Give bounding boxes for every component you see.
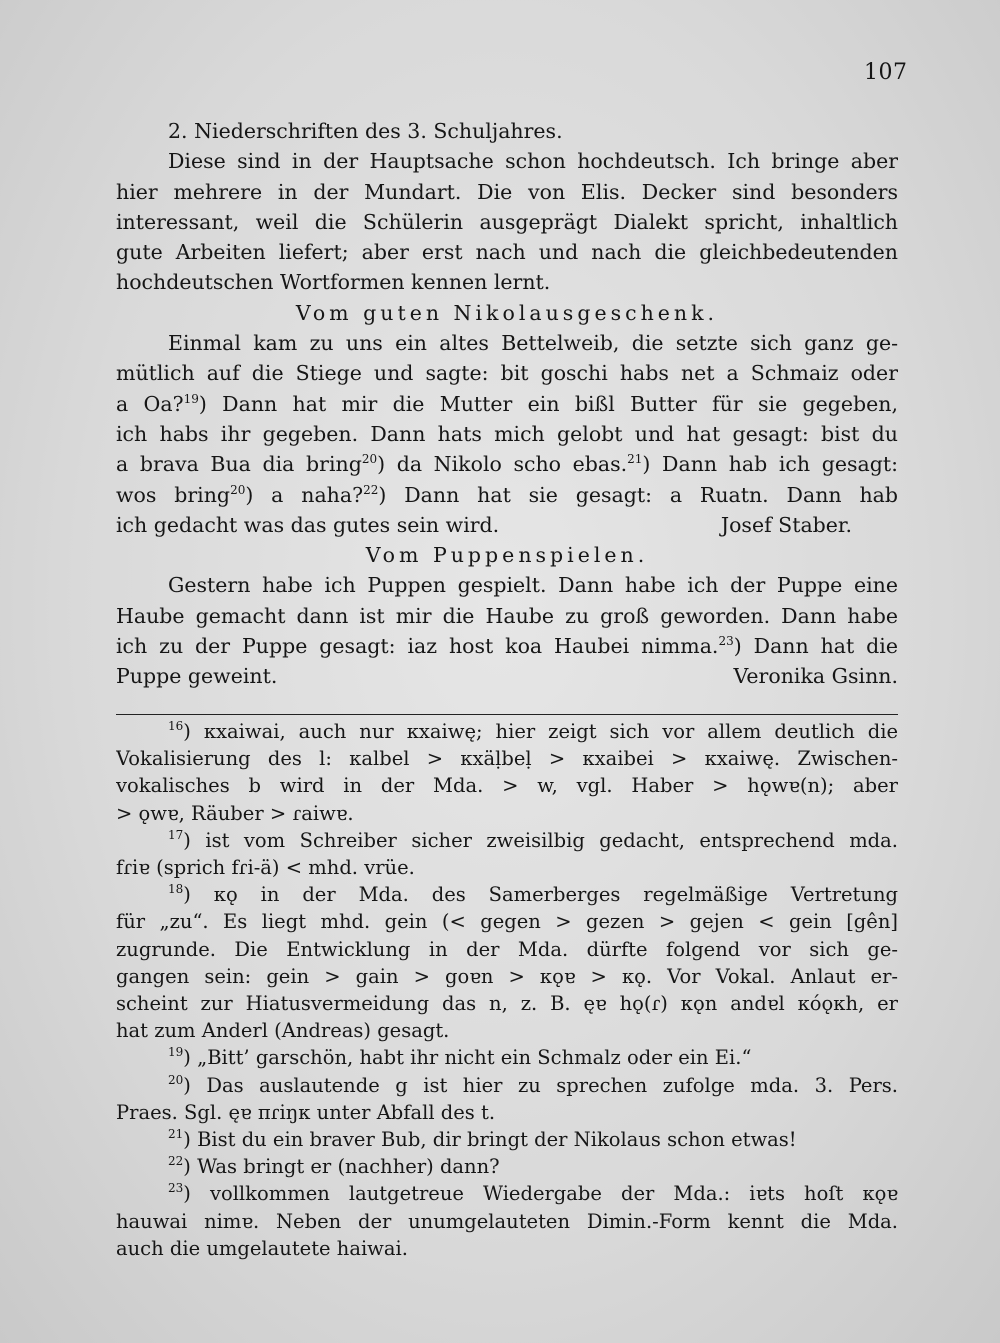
signature: Veronika Gsinn. [733,664,898,689]
footnote-ref: 20 [230,482,246,497]
footnote-line: $^{20}$) Das auslautende g ist hier zu sprechen zufolge mda. 3. Pers. [168,1072,898,1097]
footnote-line: fɾiɐ (sprich fɾi-ä) < mhd. vrüe. [116,856,415,880]
footnote-ref: 20 [361,452,378,467]
paragraph-line: gute Arbeiten liefert; aber erst nach und nach die gleichbedeutenden [116,240,898,265]
story-line: Haube gemacht dann ist mir die Haube zu groß geworden. Dann habe [116,603,898,628]
story-line: Gestern habe ich Puppen gespielt. Dann habe ich der Puppe eine [168,573,898,598]
story-line: Puppe geweint. Veronika Gsinn. [116,661,898,691]
story-line: mütlich auf die Stiege und sagte: bit goschi habs net a Schmaiz oder [116,361,898,386]
footnote-line: vokalisches b wird in der Mda. > w, vgl. Haber > hǫwɐ(n); aber [116,774,898,798]
section-heading: 2. Niederschriften des 3. Schuljahres. [168,119,563,143]
footnotes [116,718,898,1262]
footnote-ref: 23 [718,634,734,649]
footnote-line: hauwai nimɐ. Neben der unumgelauteten Dimin.-Form kennt die Mda. [116,1209,898,1233]
story-line: ich gedacht was das gutes sein wird. Josef Staber. [116,510,898,540]
story-line: ich habs ihr gegeben. Dann hats mich gelobt und hat gesagt: bist du [116,421,898,446]
story-line: a Oa?$^{19}$) Dann hat mir die Mutter ein bißl Butter für sie gegeben, [116,391,898,416]
footnote-line: $^{18}$) κǫ in der Mda. des Samerberges regelmäßige Vertretung [168,882,898,907]
footnote-line: für „zu“. Es liegt mhd. gein (< gegen > gezen > gejen < gein [gên] [116,910,898,934]
footnote-ref: 22 [363,482,379,497]
paragraph-line: interessant, weil die Schülerin ausgeprägt Dialekt spricht, inhaltlich [116,209,898,234]
story-line: wos bring$^{20}$) a naha?$^{22}$) Dann hat sie gesagt: a Ruatn. Dann hab [116,482,898,507]
footnote-line: > ǫwɐ, Räuber > ɾaiwɐ. [116,801,354,825]
footnote-ref: 21 [627,452,643,467]
paragraph-line: Diese sind in der Hauptsache schon hochdeutsch. Ich bringe aber [168,149,898,174]
story-title: Vom guten Nikolausgeschenk. [295,300,719,325]
footnote-line: $^{16}$) κxaiwai, auch nur κxaiwę; hier zeigt sich vor allem deutlich die [168,719,898,743]
story-title: Vom Puppenspielen. [365,543,649,568]
footnote-line: $^{22}$) Was bringt er (nachher) dann? [168,1154,500,1179]
footnote-line: hat zum Anderl (Andreas) gesagt. [116,1019,450,1043]
story-line: ich zu der Puppe gesagt: iaz host koa Haubei nimma.$^{23}$) Dann hat die [116,634,898,659]
footnote-line: $^{17}$) ist vom Schreiber sicher zweisilbig gedacht, entsprechend mda. [168,827,898,852]
story-line: a brava Bua dia bring$^{20}$) da Nikolo scho ebas.$^{21}$) Dann hab ich gesagt: [116,452,898,477]
footnote-line: Vokalisierung des l: κalbel > κxäḷbeḷ > κxaibei > κxaiwę. Zwischen- [116,747,898,771]
footnote-line: auch die umgelautete haiwai. [116,1236,408,1260]
paragraph-line: hier mehrere in der Mundart. Die von Elis. Decker sind besonders [116,179,898,204]
story-line: Einmal kam zu uns ein altes Bettelweib, die setzte sich ganz ge- [168,331,898,356]
footnote-line: Praes. Sgl. ęɐ πɾiŋκ unter Abfall des t. [116,1100,496,1124]
footnote-line: $^{23}$) vollkommen lautgetreue Wiedergabe der Mda.: iɐts hoſt κǫɐ [168,1181,898,1206]
signature: Josef Staber. [720,512,852,537]
page-number: 107 [864,60,908,85]
footnote-line: zugrunde. Die Entwicklung in der Mda. dürfte folgend vor sich ge- [116,937,898,961]
footnote-divider [116,714,898,715]
footnote-line: $^{21}$) Bist du ein braver Bub, dir bringt der Nikolaus schon etwas! [168,1127,797,1152]
footnote-line: $^{19}$) „Bitt’ garschön, habt ihr nicht ein Schmalz oder ein Ei.“ [168,1045,752,1070]
main-text [116,116,898,692]
footnote-ref: 19 [183,391,199,406]
footnote-line: scheint zur Hiatusvermeidung das n, z. B. ęɐ hǫ(ɾ) κǫn andɐl κóǫκh, er [116,992,898,1016]
paragraph-line: hochdeutschen Wortformen kennen lernt. [116,270,551,295]
footnote-line: gangen sein: gein > gain > goɐn > κǫɐ > κǫ. Vor Vokal. Anlaut er- [116,964,898,988]
